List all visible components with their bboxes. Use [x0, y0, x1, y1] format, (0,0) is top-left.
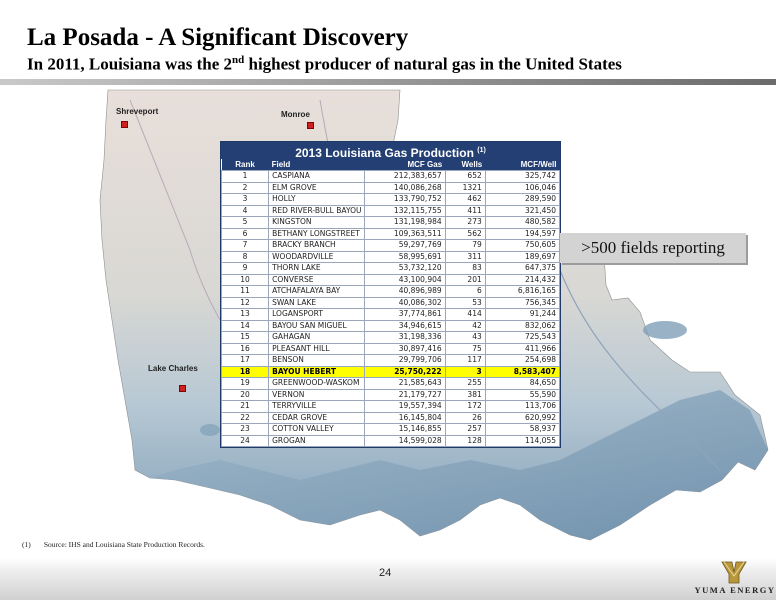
cell-mcf-gas: 58,995,691 — [365, 251, 445, 263]
cell-field: VERNON — [269, 389, 365, 401]
cell-mcf-gas: 14,599,028 — [365, 435, 445, 447]
cell-rank: 23 — [222, 424, 269, 436]
cell-field: GROGAN — [269, 435, 365, 447]
column-header-rank: Rank — [222, 159, 269, 171]
cell-field: COTTON VALLEY — [269, 424, 365, 436]
cell-mcf-gas: 212,383,657 — [365, 171, 445, 183]
table-row — [222, 217, 560, 229]
cell-wells: 201 — [445, 274, 485, 286]
table-title — [221, 142, 560, 159]
cell-wells: 53 — [445, 297, 485, 309]
cell-wells: 6 — [445, 286, 485, 298]
cell-wells: 42 — [445, 320, 485, 332]
cell-field: ATCHAFALAYA BAY — [269, 286, 365, 298]
table-row — [222, 332, 560, 344]
cell-mcf-gas: 131,198,984 — [365, 217, 445, 229]
cell-mcf-per-well: 254,698 — [485, 355, 559, 367]
table-title-note: (1) — [477, 147, 486, 154]
cell-mcf-gas: 40,896,989 — [365, 286, 445, 298]
table-row — [222, 240, 560, 252]
cell-field: ELM GROVE — [269, 182, 365, 194]
cell-wells: 411 — [445, 205, 485, 217]
column-header-mcf-per-well: MCF/Well — [485, 159, 559, 171]
table-row — [222, 228, 560, 240]
cell-rank: 10 — [222, 274, 269, 286]
cell-wells: 26 — [445, 412, 485, 424]
cell-mcf-per-well: 91,244 — [485, 309, 559, 321]
cell-mcf-gas: 21,179,727 — [365, 389, 445, 401]
cell-rank: 12 — [222, 297, 269, 309]
table-row — [222, 355, 560, 367]
cell-mcf-per-well: 321,450 — [485, 205, 559, 217]
cell-field: GAHAGAN — [269, 332, 365, 344]
cell-mcf-per-well: 289,590 — [485, 194, 559, 206]
table-title-text: 2013 Louisiana Gas Production — [295, 146, 474, 160]
cell-wells: 1321 — [445, 182, 485, 194]
cell-mcf-gas: 34,946,615 — [365, 320, 445, 332]
cell-wells: 652 — [445, 171, 485, 183]
cell-mcf-per-well: 55,590 — [485, 389, 559, 401]
cell-field: LOGANSPORT — [269, 309, 365, 321]
cell-mcf-per-well: 113,706 — [485, 401, 559, 413]
cell-mcf-per-well: 647,375 — [485, 263, 559, 275]
cell-mcf-gas: 109,363,511 — [365, 228, 445, 240]
cell-rank: 7 — [222, 240, 269, 252]
cell-mcf-per-well: 6,816,165 — [485, 286, 559, 298]
cell-field: BAYOU HEBERT — [269, 366, 365, 378]
table-row — [222, 286, 560, 298]
cell-mcf-per-well: 756,345 — [485, 297, 559, 309]
cell-mcf-per-well: 480,582 — [485, 217, 559, 229]
cell-mcf-gas: 132,115,755 — [365, 205, 445, 217]
cell-wells: 83 — [445, 263, 485, 275]
table-row — [222, 412, 560, 424]
table-row — [222, 378, 560, 390]
cell-field: GREENWOOD-WASKOM — [269, 378, 365, 390]
monroe-marker-icon — [307, 122, 314, 129]
cell-mcf-gas: 37,774,861 — [365, 309, 445, 321]
cell-rank: 4 — [222, 205, 269, 217]
cell-rank: 20 — [222, 389, 269, 401]
cell-mcf-gas: 59,297,769 — [365, 240, 445, 252]
fields-reporting-callout: >500 fields reporting — [560, 233, 746, 263]
cell-field: SWAN LAKE — [269, 297, 365, 309]
city-label-shreveport: Shreveport — [116, 107, 159, 116]
lake-charles-marker-icon — [179, 385, 186, 392]
cell-rank: 11 — [222, 286, 269, 298]
cell-rank: 3 — [222, 194, 269, 206]
gas-production-table-panel — [220, 141, 561, 448]
cell-mcf-per-well: 214,432 — [485, 274, 559, 286]
table-row — [222, 435, 560, 447]
cell-field: RED RIVER-BULL BAYOU — [269, 205, 365, 217]
cell-wells: 311 — [445, 251, 485, 263]
cell-wells: 43 — [445, 332, 485, 344]
cell-field: CASPIANA — [269, 171, 365, 183]
shreveport-marker-icon — [121, 121, 128, 128]
page-subtitle — [27, 54, 622, 75]
cell-mcf-gas: 25,750,222 — [365, 366, 445, 378]
table-row — [222, 343, 560, 355]
cell-mcf-gas: 40,086,302 — [365, 297, 445, 309]
cell-rank: 14 — [222, 320, 269, 332]
cell-wells: 255 — [445, 378, 485, 390]
cell-rank: 24 — [222, 435, 269, 447]
cell-mcf-per-well: 84,650 — [485, 378, 559, 390]
cell-mcf-per-well: 189,697 — [485, 251, 559, 263]
city-label-monroe: Monroe — [281, 110, 310, 119]
cell-rank: 19 — [222, 378, 269, 390]
cell-mcf-per-well: 750,605 — [485, 240, 559, 252]
cell-wells: 273 — [445, 217, 485, 229]
cell-mcf-per-well: 8,583,407 — [485, 366, 559, 378]
cell-rank: 22 — [222, 412, 269, 424]
cell-mcf-per-well: 325,742 — [485, 171, 559, 183]
cell-wells: 172 — [445, 401, 485, 413]
footnote-marker: (1) — [22, 540, 31, 549]
footnote-text: Source: IHS and Louisiana State Production Records. — [43, 540, 205, 549]
cell-field: CONVERSE — [269, 274, 365, 286]
cell-rank: 5 — [222, 217, 269, 229]
cell-mcf-gas: 43,100,904 — [365, 274, 445, 286]
cell-field: BETHANY LONGSTREET — [269, 228, 365, 240]
subtitle-superscript: nd — [232, 54, 245, 66]
cell-rank: 2 — [222, 182, 269, 194]
cell-mcf-gas: 15,146,855 — [365, 424, 445, 436]
subtitle-post: highest producer of natural gas in the United States — [244, 54, 622, 74]
table-row — [222, 401, 560, 413]
table-row — [222, 366, 560, 378]
cell-mcf-gas: 140,086,268 — [365, 182, 445, 194]
cell-wells: 462 — [445, 194, 485, 206]
cell-rank: 16 — [222, 343, 269, 355]
table-row — [222, 389, 560, 401]
cell-rank: 9 — [222, 263, 269, 275]
cell-rank: 13 — [222, 309, 269, 321]
cell-field: WOODARDVILLE — [269, 251, 365, 263]
cell-mcf-gas: 29,799,706 — [365, 355, 445, 367]
cell-mcf-gas: 19,557,394 — [365, 401, 445, 413]
table-row — [222, 263, 560, 275]
cell-mcf-gas: 31,198,336 — [365, 332, 445, 344]
table-row — [222, 182, 560, 194]
table-row — [222, 274, 560, 286]
cell-wells: 117 — [445, 355, 485, 367]
cell-mcf-per-well: 620,992 — [485, 412, 559, 424]
cell-rank: 15 — [222, 332, 269, 344]
column-header-field: Field — [269, 159, 365, 171]
cell-mcf-per-well: 194,597 — [485, 228, 559, 240]
cell-mcf-per-well: 58,937 — [485, 424, 559, 436]
cell-mcf-gas: 30,897,416 — [365, 343, 445, 355]
header-divider — [0, 79, 776, 85]
subtitle-pre: In 2011, Louisiana was the 2 — [27, 54, 232, 74]
cell-mcf-per-well: 114,055 — [485, 435, 559, 447]
cell-field: HOLLY — [269, 194, 365, 206]
table-row — [222, 205, 560, 217]
cell-rank: 8 — [222, 251, 269, 263]
cell-wells: 128 — [445, 435, 485, 447]
source-footnote — [22, 540, 205, 549]
cell-field: TERRYVILLE — [269, 401, 365, 413]
cell-field: CEDAR GROVE — [269, 412, 365, 424]
cell-mcf-gas: 16,145,804 — [365, 412, 445, 424]
footer-band — [0, 558, 776, 600]
cell-field: BENSON — [269, 355, 365, 367]
gas-production-table — [221, 159, 560, 447]
cell-wells: 414 — [445, 309, 485, 321]
cell-wells: 562 — [445, 228, 485, 240]
cell-mcf-gas: 133,790,752 — [365, 194, 445, 206]
table-row — [222, 194, 560, 206]
cell-rank: 21 — [222, 401, 269, 413]
page-number: 24 — [379, 567, 392, 579]
cell-wells: 3 — [445, 366, 485, 378]
cell-field: PLEASANT HILL — [269, 343, 365, 355]
cell-field: THORN LAKE — [269, 263, 365, 275]
column-header-mcf-gas: MCF Gas — [365, 159, 445, 171]
table-row — [222, 320, 560, 332]
table-row — [222, 424, 560, 436]
cell-rank: 1 — [222, 171, 269, 183]
cell-field: KINGSTON — [269, 217, 365, 229]
cell-wells: 381 — [445, 389, 485, 401]
cell-mcf-per-well: 106,046 — [485, 182, 559, 194]
table-row — [222, 171, 560, 183]
cell-mcf-per-well: 832,062 — [485, 320, 559, 332]
table-row — [222, 297, 560, 309]
page-title: La Posada - A Significant Discovery — [27, 24, 409, 51]
city-label-lake-charles: Lake Charles — [148, 364, 198, 373]
cell-wells: 79 — [445, 240, 485, 252]
cell-rank: 6 — [222, 228, 269, 240]
table-header-row — [222, 159, 560, 171]
cell-field: BRACKY BRANCH — [269, 240, 365, 252]
cell-mcf-per-well: 411,966 — [485, 343, 559, 355]
cell-rank: 17 — [222, 355, 269, 367]
cell-mcf-per-well: 725,543 — [485, 332, 559, 344]
cell-mcf-gas: 53,732,120 — [365, 263, 445, 275]
cell-field: BAYOU SAN MIGUEL — [269, 320, 365, 332]
table-row — [222, 251, 560, 263]
yuma-energy-logo-text: YUMA ENERGY — [694, 585, 776, 595]
column-header-wells: Wells — [445, 159, 485, 171]
cell-wells: 257 — [445, 424, 485, 436]
table-row — [222, 309, 560, 321]
cell-wells: 75 — [445, 343, 485, 355]
table-body — [222, 171, 560, 447]
cell-mcf-gas: 21,585,643 — [365, 378, 445, 390]
cell-rank: 18 — [222, 366, 269, 378]
